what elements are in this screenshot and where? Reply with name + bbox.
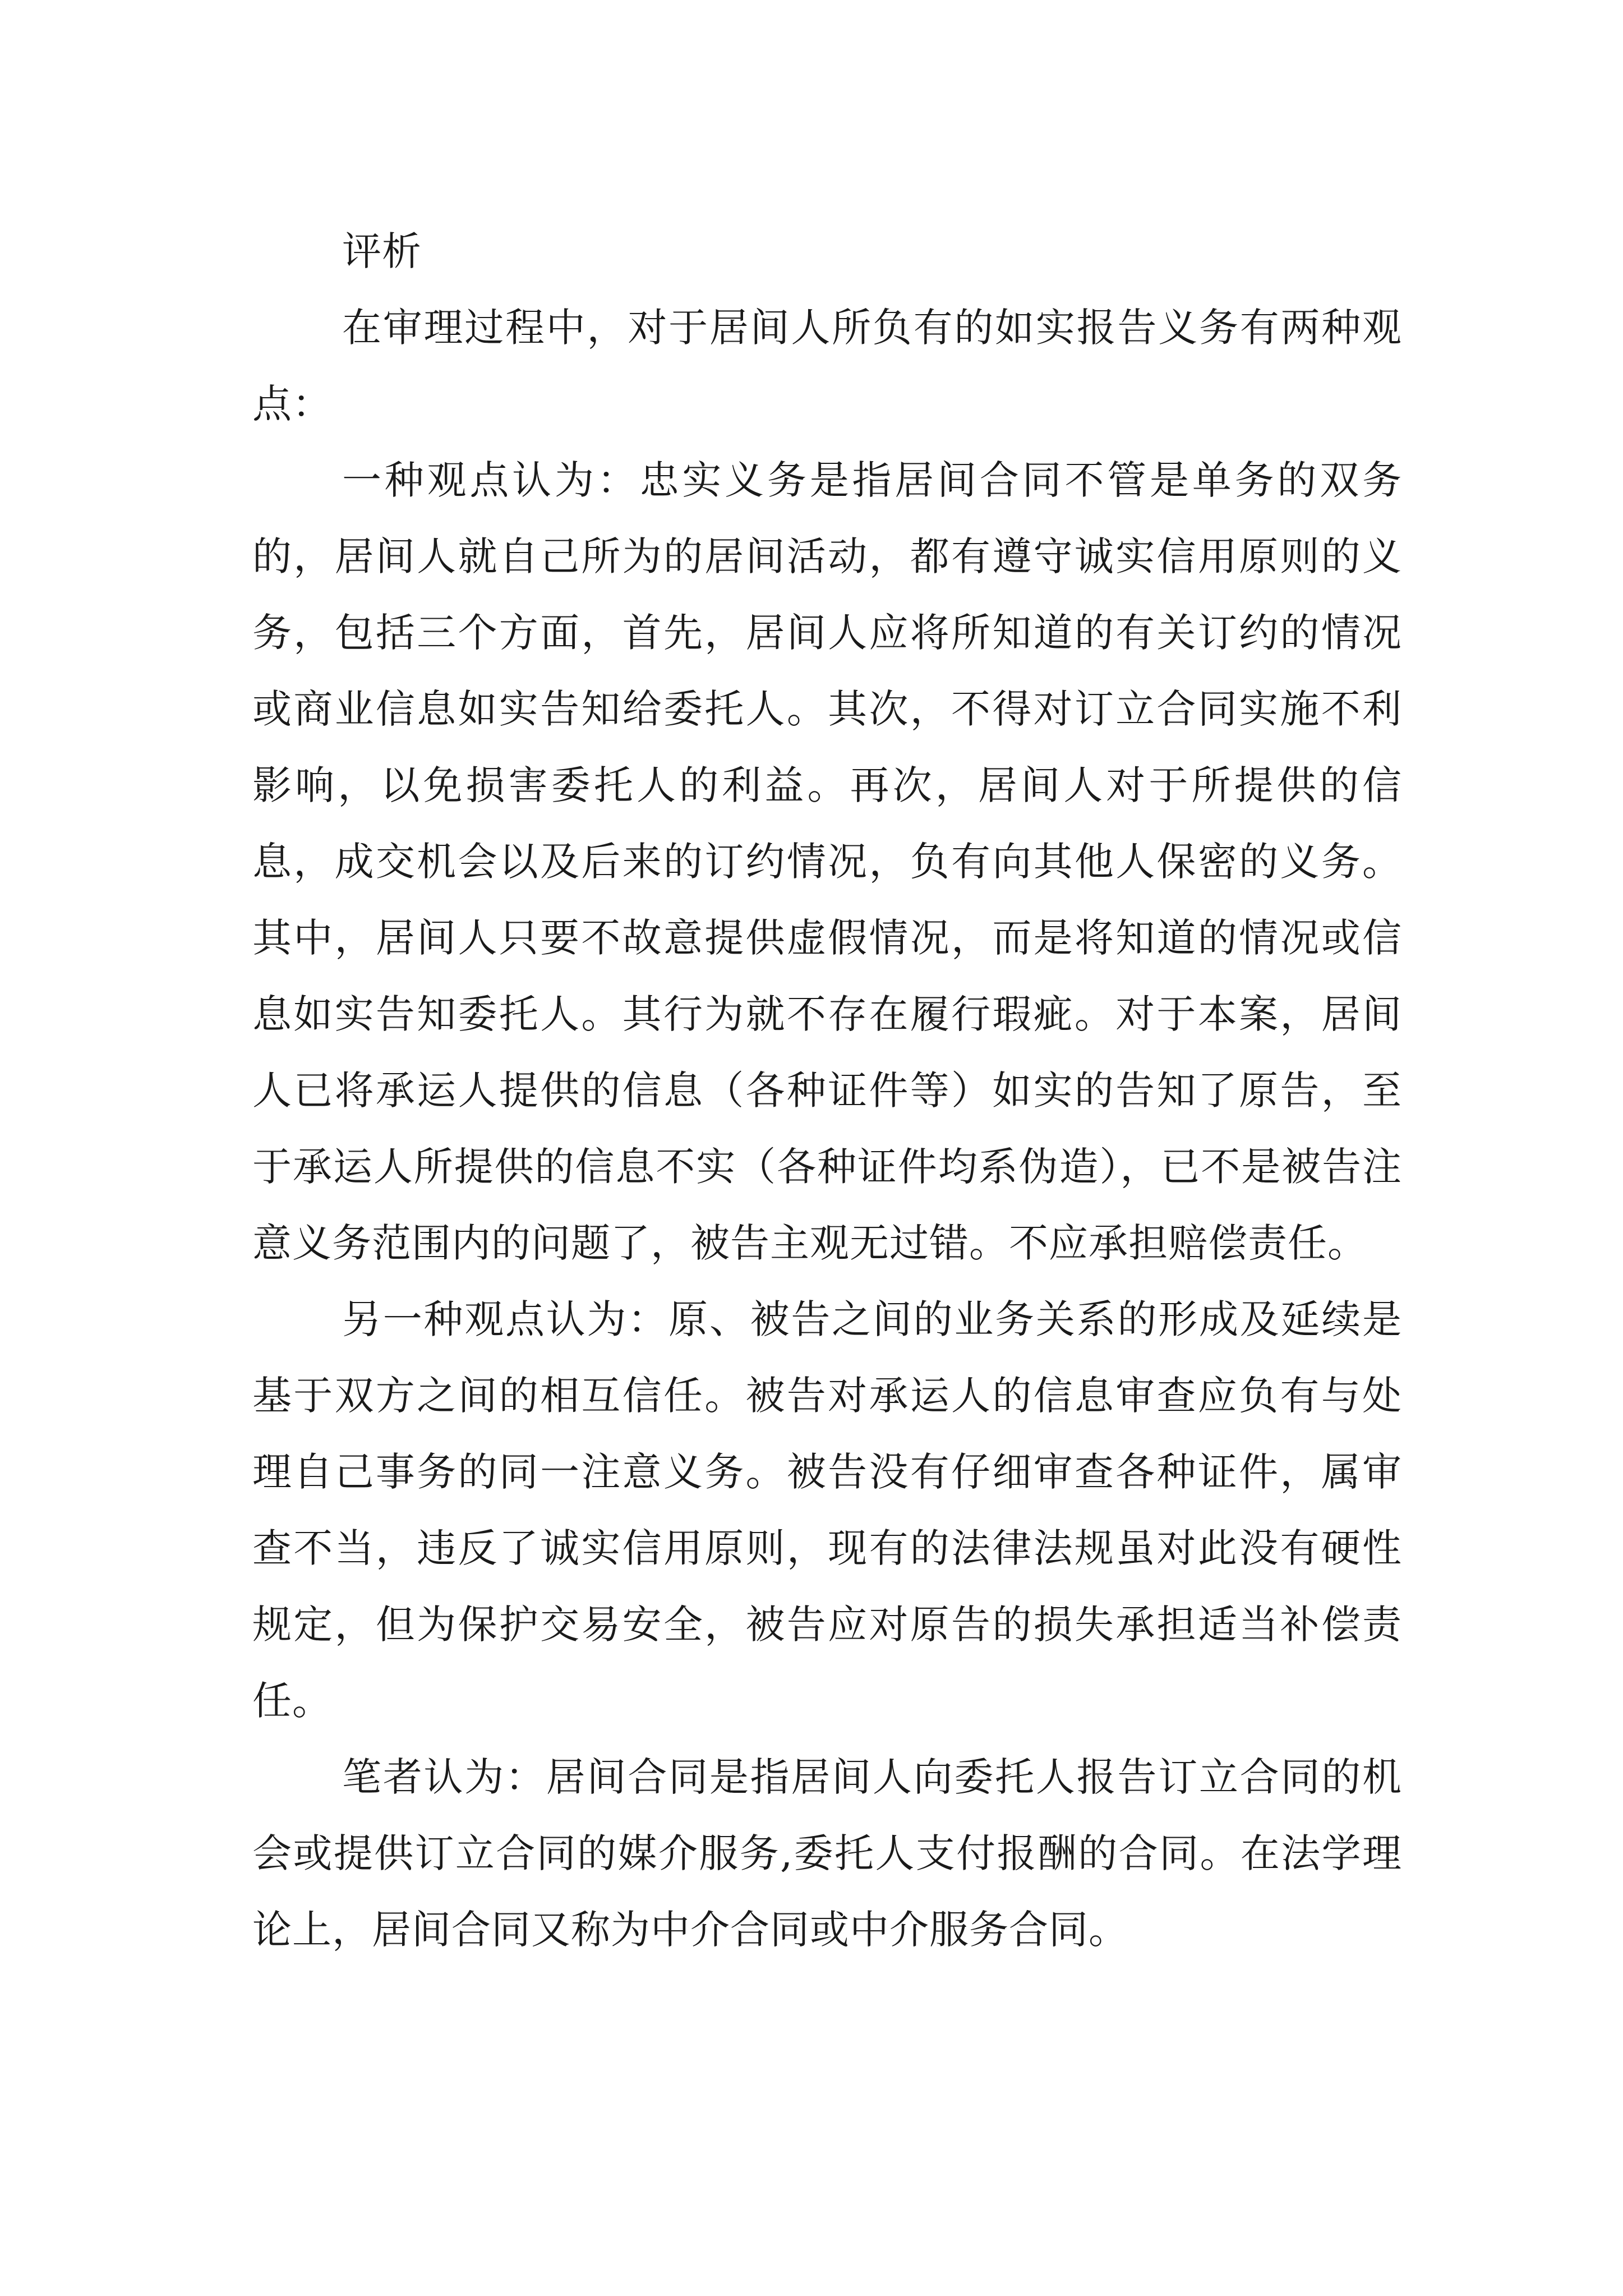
document-body: [252, 213, 1402, 1968]
paragraph-intro: 在审理过程中，对于居间人所负有的如实报告义务有两种观点：: [252, 305, 1402, 427]
paragraph-view-two: 另一种观点认为：原、被告之间的业务关系的形成及延续是基于双方之间的相互信任。被告对承运人的信息审查应负有与处理自己事务的同一注意义务。被告没有仔细审查各种证件，属审查不当，违反了诚实信用原则，现有的法律法规虽对此没有硬性规定，但为保护交易安全，被告应对原告的损失承担适当补偿责任。: [252, 1296, 1402, 1724]
section-heading: 评析: [342, 228, 422, 274]
paragraph-view-one: 一种观点认为：忠实义务是指居间合同不管是单务的双务的，居间人就自己所为的居间活动，都有遵守诚实信用原则的义务，包括三个方面，首先，居间人应将所知道的有关订约的情况或商业信息如实告知给委托人。其次，不得对订立合同实施不利影响，以免损害委托人的利益。再次，居间人对于所提供的信息，成交机会以及后来的订约情况，负有向其他人保密的义务。其中，居间人只要不故意提供虚假情况，而是将知道的情况或信息如实告知委托人。其行为就不存在履行瑕疵。对于本案，居间人已将承运人提供的信息（各种证件等）如实的告知了原告，至于承运人所提供的信息不实（各种证件均系伪造），已不是被告注意义务范围内的问题了，被告主观无过错。不应承担赔偿责任。: [252, 457, 1402, 1266]
paragraph-author-view: 笔者认为：居间合同是指居间人向委托人报告订立合同的机会或提供订立合同的媒介服务,委托人支付报酬的合同。在法学理论上，居间合同又称为中介合同或中介服务合同。: [252, 1754, 1402, 1953]
